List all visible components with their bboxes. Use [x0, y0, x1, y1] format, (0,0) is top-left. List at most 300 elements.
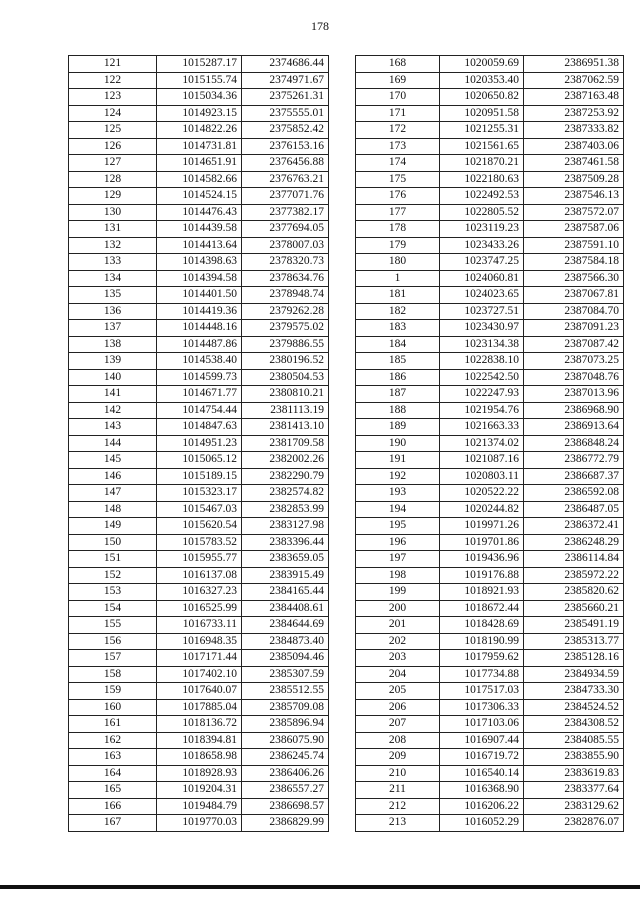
y-coordinate-cell: 2383377.64 — [524, 782, 624, 799]
y-coordinate-cell: 2386968.90 — [524, 402, 624, 419]
point-number-cell: 208 — [356, 732, 440, 749]
point-number-cell: 195 — [356, 518, 440, 535]
table-row — [356, 501, 624, 518]
point-number-cell: 186 — [356, 369, 440, 386]
y-coordinate-cell: 2382290.79 — [242, 468, 329, 485]
table-row — [356, 600, 624, 617]
table-row — [356, 765, 624, 782]
x-coordinate-cell: 1019436.96 — [440, 551, 524, 568]
table-row — [69, 584, 329, 601]
table-row — [356, 551, 624, 568]
point-number-cell: 161 — [69, 716, 157, 733]
y-coordinate-cell: 2387509.28 — [524, 171, 624, 188]
x-coordinate-cell: 1014731.81 — [157, 138, 242, 155]
point-number-cell: 142 — [69, 402, 157, 419]
point-number-cell: 187 — [356, 386, 440, 403]
y-coordinate-cell: 2375261.31 — [242, 89, 329, 106]
table-row — [69, 254, 329, 271]
y-coordinate-cell: 2385709.08 — [242, 699, 329, 716]
point-number-cell: 190 — [356, 435, 440, 452]
point-number-cell: 193 — [356, 485, 440, 502]
y-coordinate-cell: 2374971.67 — [242, 72, 329, 89]
table-row — [69, 237, 329, 254]
y-coordinate-cell: 2387587.06 — [524, 221, 624, 238]
point-number-cell: 154 — [69, 600, 157, 617]
table-row — [356, 798, 624, 815]
table-row — [69, 600, 329, 617]
point-number-cell: 150 — [69, 534, 157, 551]
x-coordinate-cell: 1014582.66 — [157, 171, 242, 188]
page-number: 178 — [311, 19, 329, 33]
table-row — [69, 386, 329, 403]
point-number-cell: 162 — [69, 732, 157, 749]
x-coordinate-cell: 1022180.63 — [440, 171, 524, 188]
y-coordinate-cell: 2385660.21 — [524, 600, 624, 617]
y-coordinate-cell: 2386687.37 — [524, 468, 624, 485]
point-number-cell: 139 — [69, 353, 157, 370]
table-row — [69, 650, 329, 667]
x-coordinate-cell: 1016719.72 — [440, 749, 524, 766]
y-coordinate-cell: 2375852.42 — [242, 122, 329, 139]
x-coordinate-cell: 1016368.90 — [440, 782, 524, 799]
x-coordinate-cell: 1017734.88 — [440, 666, 524, 683]
table-row — [69, 551, 329, 568]
y-coordinate-cell: 2375555.01 — [242, 105, 329, 122]
point-number-cell: 181 — [356, 287, 440, 304]
x-coordinate-cell: 1021870.21 — [440, 155, 524, 172]
x-coordinate-cell: 1014951.23 — [157, 435, 242, 452]
x-coordinate-cell: 1017171.44 — [157, 650, 242, 667]
table-row — [69, 716, 329, 733]
x-coordinate-cell: 1015783.52 — [157, 534, 242, 551]
table-row — [69, 171, 329, 188]
x-coordinate-cell: 1014599.73 — [157, 369, 242, 386]
table-row — [69, 666, 329, 683]
y-coordinate-cell: 2385307.59 — [242, 666, 329, 683]
x-coordinate-cell: 1022542.50 — [440, 369, 524, 386]
table-row — [356, 336, 624, 353]
point-number-cell: 203 — [356, 650, 440, 667]
bottom-border — [0, 885, 640, 889]
y-coordinate-cell: 2378634.76 — [242, 270, 329, 287]
point-number-cell: 143 — [69, 419, 157, 436]
table-row — [356, 633, 624, 650]
point-number-cell: 122 — [69, 72, 157, 89]
x-coordinate-cell: 1016206.22 — [440, 798, 524, 815]
y-coordinate-cell: 2385896.94 — [242, 716, 329, 733]
y-coordinate-cell: 2381413.10 — [242, 419, 329, 436]
y-coordinate-cell: 2387253.92 — [524, 105, 624, 122]
y-coordinate-cell: 2387546.13 — [524, 188, 624, 205]
y-coordinate-cell: 2387062.59 — [524, 72, 624, 89]
table-row — [356, 138, 624, 155]
x-coordinate-cell: 1018136.72 — [157, 716, 242, 733]
table-row — [69, 221, 329, 238]
table-row — [356, 815, 624, 832]
x-coordinate-cell: 1018928.93 — [157, 765, 242, 782]
table-row — [356, 534, 624, 551]
y-coordinate-cell: 2386772.79 — [524, 452, 624, 469]
y-coordinate-cell: 2379262.28 — [242, 303, 329, 320]
x-coordinate-cell: 1016733.11 — [157, 617, 242, 634]
y-coordinate-cell: 2386592.08 — [524, 485, 624, 502]
y-coordinate-cell: 2385820.62 — [524, 584, 624, 601]
x-coordinate-cell: 1017402.10 — [157, 666, 242, 683]
table-row — [69, 567, 329, 584]
table-row — [356, 320, 624, 337]
point-number-cell: 171 — [356, 105, 440, 122]
y-coordinate-cell: 2387584.18 — [524, 254, 624, 271]
table-row — [356, 303, 624, 320]
point-number-cell: 173 — [356, 138, 440, 155]
x-coordinate-cell: 1014671.77 — [157, 386, 242, 403]
x-coordinate-cell: 1024023.65 — [440, 287, 524, 304]
table-row — [69, 452, 329, 469]
y-coordinate-cell: 2381113.19 — [242, 402, 329, 419]
table-row — [69, 732, 329, 749]
table-row — [69, 336, 329, 353]
table-row — [69, 287, 329, 304]
table-row — [356, 666, 624, 683]
table-row — [356, 435, 624, 452]
x-coordinate-cell: 1015155.74 — [157, 72, 242, 89]
x-coordinate-cell: 1023119.23 — [440, 221, 524, 238]
y-coordinate-cell: 2381709.58 — [242, 435, 329, 452]
y-coordinate-cell: 2384408.61 — [242, 600, 329, 617]
x-coordinate-cell: 1015323.17 — [157, 485, 242, 502]
point-number-cell: 147 — [69, 485, 157, 502]
point-number-cell: 174 — [356, 155, 440, 172]
table-row — [69, 138, 329, 155]
point-number-cell: 185 — [356, 353, 440, 370]
point-number-cell: 176 — [356, 188, 440, 205]
table-row — [69, 699, 329, 716]
point-number-cell: 182 — [356, 303, 440, 320]
x-coordinate-cell: 1016907.44 — [440, 732, 524, 749]
point-number-cell: 194 — [356, 501, 440, 518]
x-coordinate-cell: 1019176.88 — [440, 567, 524, 584]
x-coordinate-cell: 1020353.40 — [440, 72, 524, 89]
y-coordinate-cell: 2386075.90 — [242, 732, 329, 749]
x-coordinate-cell: 1020522.22 — [440, 485, 524, 502]
x-coordinate-cell: 1018672.44 — [440, 600, 524, 617]
point-number-cell: 127 — [69, 155, 157, 172]
point-number-cell: 163 — [69, 749, 157, 766]
point-number-cell: 170 — [356, 89, 440, 106]
x-coordinate-cell: 1020951.58 — [440, 105, 524, 122]
x-coordinate-cell: 1019204.31 — [157, 782, 242, 799]
point-number-cell: 140 — [69, 369, 157, 386]
table-row — [69, 419, 329, 436]
x-coordinate-cell: 1014394.58 — [157, 270, 242, 287]
y-coordinate-cell: 2376153.16 — [242, 138, 329, 155]
x-coordinate-cell: 1023134.38 — [440, 336, 524, 353]
table-row — [356, 270, 624, 287]
x-coordinate-cell: 1014847.63 — [157, 419, 242, 436]
y-coordinate-cell: 2376763.21 — [242, 171, 329, 188]
point-number-cell: 153 — [69, 584, 157, 601]
point-number-cell: 157 — [69, 650, 157, 667]
x-coordinate-cell: 1015955.77 — [157, 551, 242, 568]
table-row — [69, 782, 329, 799]
table-row — [356, 237, 624, 254]
y-coordinate-cell: 2386245.74 — [242, 749, 329, 766]
x-coordinate-cell: 1022492.53 — [440, 188, 524, 205]
x-coordinate-cell: 1014439.58 — [157, 221, 242, 238]
y-coordinate-cell: 2382853.99 — [242, 501, 329, 518]
y-coordinate-cell: 2382002.26 — [242, 452, 329, 469]
point-number-cell: 211 — [356, 782, 440, 799]
table-row — [356, 567, 624, 584]
table-row — [69, 633, 329, 650]
table-row — [69, 72, 329, 89]
x-coordinate-cell: 1017885.04 — [157, 699, 242, 716]
point-number-cell: 145 — [69, 452, 157, 469]
y-coordinate-cell: 2387163.48 — [524, 89, 624, 106]
table-row — [356, 72, 624, 89]
point-number-cell: 210 — [356, 765, 440, 782]
x-coordinate-cell: 1017517.03 — [440, 683, 524, 700]
x-coordinate-cell: 1015065.12 — [157, 452, 242, 469]
point-number-cell: 192 — [356, 468, 440, 485]
point-number-cell: 146 — [69, 468, 157, 485]
table-row — [69, 56, 329, 73]
point-number-cell: 126 — [69, 138, 157, 155]
y-coordinate-cell: 2387403.06 — [524, 138, 624, 155]
x-coordinate-cell: 1018658.98 — [157, 749, 242, 766]
y-coordinate-cell: 2387591.10 — [524, 237, 624, 254]
y-coordinate-cell: 2385512.55 — [242, 683, 329, 700]
y-coordinate-cell: 2385972.22 — [524, 567, 624, 584]
table-row — [356, 221, 624, 238]
x-coordinate-cell: 1018190.99 — [440, 633, 524, 650]
point-number-cell: 137 — [69, 320, 157, 337]
y-coordinate-cell: 2387073.25 — [524, 353, 624, 370]
y-coordinate-cell: 2383855.90 — [524, 749, 624, 766]
y-coordinate-cell: 2382574.82 — [242, 485, 329, 502]
table-row — [356, 683, 624, 700]
table-row — [69, 765, 329, 782]
x-coordinate-cell: 1021087.16 — [440, 452, 524, 469]
y-coordinate-cell: 2386372.41 — [524, 518, 624, 535]
y-coordinate-cell: 2385094.46 — [242, 650, 329, 667]
x-coordinate-cell: 1014476.43 — [157, 204, 242, 221]
y-coordinate-cell: 2374686.44 — [242, 56, 329, 73]
point-number-cell: 158 — [69, 666, 157, 683]
x-coordinate-cell: 1014401.50 — [157, 287, 242, 304]
x-coordinate-cell: 1016525.99 — [157, 600, 242, 617]
point-number-cell: 180 — [356, 254, 440, 271]
x-coordinate-cell: 1020650.82 — [440, 89, 524, 106]
table-row — [69, 105, 329, 122]
table-row — [356, 518, 624, 535]
y-coordinate-cell: 2387461.58 — [524, 155, 624, 172]
x-coordinate-cell: 1015620.54 — [157, 518, 242, 535]
point-number-cell: 136 — [69, 303, 157, 320]
x-coordinate-cell: 1016327.23 — [157, 584, 242, 601]
x-coordinate-cell: 1019770.03 — [157, 815, 242, 832]
x-coordinate-cell: 1014398.63 — [157, 254, 242, 271]
x-coordinate-cell: 1021954.76 — [440, 402, 524, 419]
point-number-cell: 206 — [356, 699, 440, 716]
point-number-cell: 169 — [356, 72, 440, 89]
x-coordinate-cell: 1017640.07 — [157, 683, 242, 700]
x-coordinate-cell: 1015287.17 — [157, 56, 242, 73]
point-number-cell: 200 — [356, 600, 440, 617]
point-number-cell: 213 — [356, 815, 440, 832]
table-row — [356, 171, 624, 188]
x-coordinate-cell: 1014822.26 — [157, 122, 242, 139]
table-row — [356, 89, 624, 106]
table-row — [356, 188, 624, 205]
point-number-cell: 148 — [69, 501, 157, 518]
y-coordinate-cell: 2386487.05 — [524, 501, 624, 518]
table-row — [356, 155, 624, 172]
table-row — [356, 749, 624, 766]
point-number-cell: 134 — [69, 270, 157, 287]
point-number-cell: 179 — [356, 237, 440, 254]
table-row — [356, 254, 624, 271]
x-coordinate-cell: 1018394.81 — [157, 732, 242, 749]
table-row — [69, 534, 329, 551]
y-coordinate-cell: 2384644.69 — [242, 617, 329, 634]
y-coordinate-cell: 2386848.24 — [524, 435, 624, 452]
x-coordinate-cell: 1016052.29 — [440, 815, 524, 832]
point-number-cell: 123 — [69, 89, 157, 106]
y-coordinate-cell: 2380810.21 — [242, 386, 329, 403]
point-number-cell: 131 — [69, 221, 157, 238]
x-coordinate-cell: 1014923.15 — [157, 105, 242, 122]
point-number-cell: 164 — [69, 765, 157, 782]
x-coordinate-cell: 1023430.97 — [440, 320, 524, 337]
point-number-cell: 166 — [69, 798, 157, 815]
table-row — [356, 617, 624, 634]
y-coordinate-cell: 2379886.55 — [242, 336, 329, 353]
table-row — [69, 89, 329, 106]
coordinates-table-left — [68, 55, 329, 832]
y-coordinate-cell: 2387566.30 — [524, 270, 624, 287]
x-coordinate-cell: 1019701.86 — [440, 534, 524, 551]
x-coordinate-cell: 1022805.52 — [440, 204, 524, 221]
x-coordinate-cell: 1021255.31 — [440, 122, 524, 139]
point-number-cell: 151 — [69, 551, 157, 568]
y-coordinate-cell: 2385491.19 — [524, 617, 624, 634]
table-row — [69, 749, 329, 766]
x-coordinate-cell: 1018921.93 — [440, 584, 524, 601]
table-row — [356, 584, 624, 601]
x-coordinate-cell: 1016948.35 — [157, 633, 242, 650]
table-row — [356, 699, 624, 716]
point-number-cell: 128 — [69, 171, 157, 188]
point-number-cell: 178 — [356, 221, 440, 238]
point-number-cell: 125 — [69, 122, 157, 139]
x-coordinate-cell: 1024060.81 — [440, 270, 524, 287]
y-coordinate-cell: 2386951.38 — [524, 56, 624, 73]
point-number-cell: 152 — [69, 567, 157, 584]
x-coordinate-cell: 1023747.25 — [440, 254, 524, 271]
x-coordinate-cell: 1014651.91 — [157, 155, 242, 172]
y-coordinate-cell: 2378007.03 — [242, 237, 329, 254]
y-coordinate-cell: 2385128.16 — [524, 650, 624, 667]
y-coordinate-cell: 2384934.59 — [524, 666, 624, 683]
table-row — [69, 485, 329, 502]
x-coordinate-cell: 1015189.15 — [157, 468, 242, 485]
point-number-cell: 160 — [69, 699, 157, 716]
point-number-cell: 191 — [356, 452, 440, 469]
point-number-cell: 201 — [356, 617, 440, 634]
y-coordinate-cell: 2383129.62 — [524, 798, 624, 815]
y-coordinate-cell: 2387084.70 — [524, 303, 624, 320]
point-number-cell: 124 — [69, 105, 157, 122]
y-coordinate-cell: 2377382.17 — [242, 204, 329, 221]
y-coordinate-cell: 2386114.84 — [524, 551, 624, 568]
y-coordinate-cell: 2376456.88 — [242, 155, 329, 172]
table-row — [69, 353, 329, 370]
table-row — [69, 270, 329, 287]
y-coordinate-cell: 2382876.07 — [524, 815, 624, 832]
table-row — [356, 650, 624, 667]
point-number-cell: 155 — [69, 617, 157, 634]
y-coordinate-cell: 2385313.77 — [524, 633, 624, 650]
point-number-cell: 172 — [356, 122, 440, 139]
y-coordinate-cell: 2384524.52 — [524, 699, 624, 716]
point-number-cell: 167 — [69, 815, 157, 832]
y-coordinate-cell: 2384873.40 — [242, 633, 329, 650]
point-number-cell: 130 — [69, 204, 157, 221]
y-coordinate-cell: 2384165.44 — [242, 584, 329, 601]
table-row — [69, 369, 329, 386]
table-row — [69, 320, 329, 337]
point-number-cell: 207 — [356, 716, 440, 733]
point-number-cell: 149 — [69, 518, 157, 535]
table-row — [356, 716, 624, 733]
point-number-cell: 141 — [69, 386, 157, 403]
y-coordinate-cell: 2387067.81 — [524, 287, 624, 304]
point-number-cell: 197 — [356, 551, 440, 568]
point-number-cell: 177 — [356, 204, 440, 221]
x-coordinate-cell: 1022838.10 — [440, 353, 524, 370]
y-coordinate-cell: 2386829.99 — [242, 815, 329, 832]
point-number-cell: 168 — [356, 56, 440, 73]
y-coordinate-cell: 2384085.55 — [524, 732, 624, 749]
y-coordinate-cell: 2377071.76 — [242, 188, 329, 205]
y-coordinate-cell: 2387091.23 — [524, 320, 624, 337]
x-coordinate-cell: 1017959.62 — [440, 650, 524, 667]
x-coordinate-cell: 1014419.36 — [157, 303, 242, 320]
x-coordinate-cell: 1019484.79 — [157, 798, 242, 815]
x-coordinate-cell: 1017103.06 — [440, 716, 524, 733]
y-coordinate-cell: 2384308.52 — [524, 716, 624, 733]
y-coordinate-cell: 2383619.83 — [524, 765, 624, 782]
point-number-cell: 175 — [356, 171, 440, 188]
y-coordinate-cell: 2383127.98 — [242, 518, 329, 535]
table-row — [69, 501, 329, 518]
y-coordinate-cell: 2384733.30 — [524, 683, 624, 700]
table-row — [356, 105, 624, 122]
table-row — [69, 435, 329, 452]
x-coordinate-cell: 1014754.44 — [157, 402, 242, 419]
x-coordinate-cell: 1016540.14 — [440, 765, 524, 782]
x-coordinate-cell: 1016137.08 — [157, 567, 242, 584]
y-coordinate-cell: 2387013.96 — [524, 386, 624, 403]
y-coordinate-cell: 2386557.27 — [242, 782, 329, 799]
y-coordinate-cell: 2386913.64 — [524, 419, 624, 436]
x-coordinate-cell: 1023433.26 — [440, 237, 524, 254]
table-row — [69, 188, 329, 205]
x-coordinate-cell: 1020059.69 — [440, 56, 524, 73]
table-row — [69, 468, 329, 485]
point-number-cell: 202 — [356, 633, 440, 650]
